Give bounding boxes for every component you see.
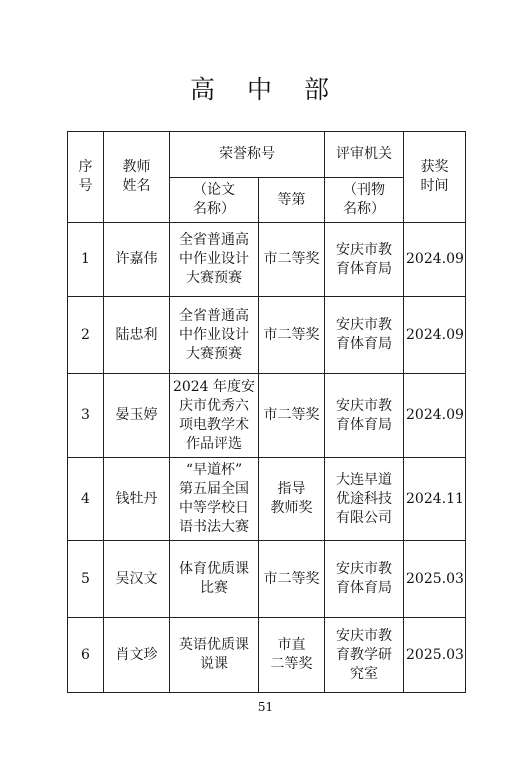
cell-honor-title: 英语优质课 说课: [170, 618, 259, 693]
cell-authority: 安庆市教 育教学研 究室: [325, 618, 404, 693]
cell-grade: 市二等奖: [259, 374, 325, 458]
header-review-authority: 评审机关: [325, 132, 404, 178]
cell-award-time: 2024.09: [404, 223, 466, 297]
cell-grade: 市二等奖: [259, 223, 325, 297]
table-row: [68, 374, 466, 458]
header-award-time: 获奖 时间: [404, 132, 466, 223]
cell-award-time: 2024.09: [404, 297, 466, 374]
cell-award-time: 2024.09: [404, 374, 466, 458]
cell-authority: 安庆市教 育体育局: [325, 541, 404, 618]
cell-teacher-name: 陆忠利: [104, 297, 170, 374]
cell-teacher-name: 吴汉文: [104, 541, 170, 618]
table-row: [68, 297, 466, 374]
cell-grade: 指导 教师奖: [259, 458, 325, 541]
cell-no: 5: [68, 541, 104, 618]
cell-no: 4: [68, 458, 104, 541]
cell-teacher-name: 晏玉婷: [104, 374, 170, 458]
cell-honor-title: 全省普通高 中作业设计 大赛预赛: [170, 297, 259, 374]
cell-grade: 市直 二等奖: [259, 618, 325, 693]
page-number: 51: [257, 700, 274, 714]
cell-honor-title: 体育优质课 比赛: [170, 541, 259, 618]
cell-teacher-name: 许嘉伟: [104, 223, 170, 297]
cell-teacher-name: 钱牡丹: [104, 458, 170, 541]
cell-teacher-name: 肖文珍: [104, 618, 170, 693]
header-teacher-name: 教师 姓名: [104, 132, 170, 223]
table-row: [68, 541, 466, 618]
cell-grade: 市二等奖: [259, 297, 325, 374]
cell-award-time: 2024.11: [404, 458, 466, 541]
cell-no: 3: [68, 374, 104, 458]
cell-authority: 安庆市教 育体育局: [325, 297, 404, 374]
header-publication-name: （刊物 名称）: [325, 178, 404, 223]
page-title: 高 中 部: [190, 75, 341, 104]
cell-award-time: 2025.03: [404, 618, 466, 693]
cell-honor-title: 2024 年度安 庆市优秀六 项电教学术 作品评选: [170, 374, 259, 458]
cell-authority: 大连早道 优途科技 有限公司: [325, 458, 404, 541]
cell-authority: 安庆市教 育体育局: [325, 223, 404, 297]
table-row: [68, 618, 466, 693]
header-honor-title: 荣誉称号: [170, 132, 325, 178]
header-grade: 等第: [259, 178, 325, 223]
header-paper-name: （论文 名称）: [170, 178, 259, 223]
cell-no: 6: [68, 618, 104, 693]
honors-table: [67, 131, 466, 693]
cell-honor-title: 全省普通高 中作业设计 大赛预赛: [170, 223, 259, 297]
table-row: [68, 223, 466, 297]
cell-no: 1: [68, 223, 104, 297]
header-no: 序 号: [68, 132, 104, 223]
cell-no: 2: [68, 297, 104, 374]
cell-grade: 市二等奖: [259, 541, 325, 618]
cell-authority: 安庆市教 育体育局: [325, 374, 404, 458]
cell-honor-title: “早道杯” 第五届全国 中等学校日 语书法大赛: [170, 458, 259, 541]
table-row: [68, 458, 466, 541]
cell-award-time: 2025.03: [404, 541, 466, 618]
